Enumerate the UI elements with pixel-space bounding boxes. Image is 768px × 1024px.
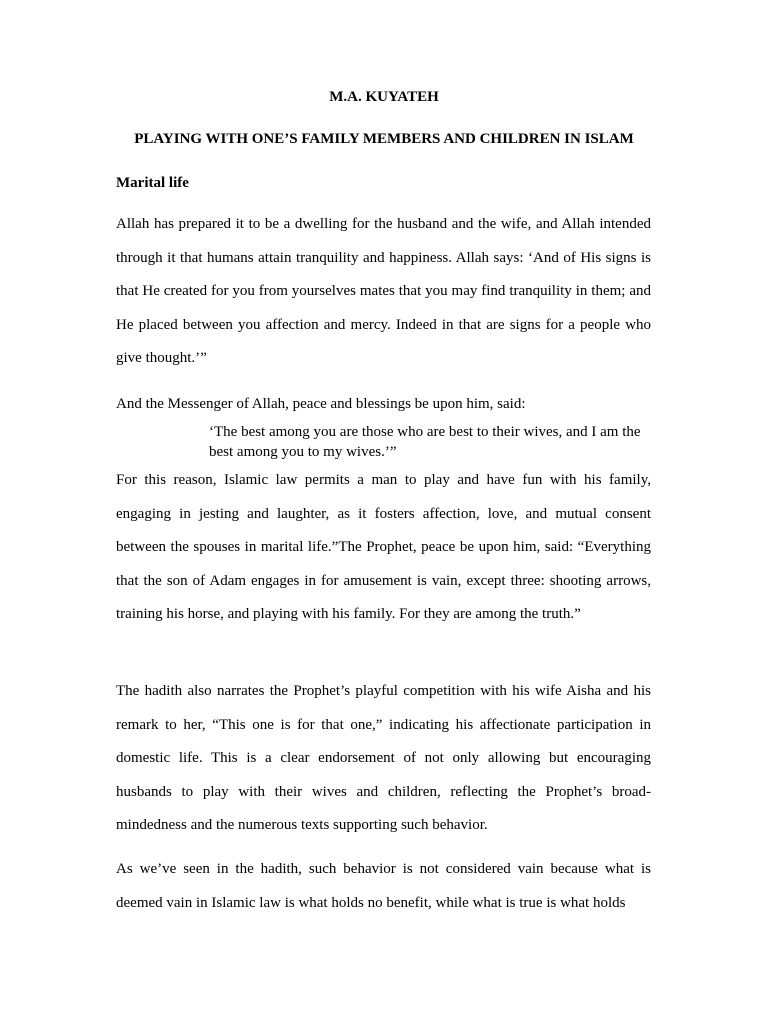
paragraph-vain-behavior: As we’ve seen in the hadith, such behavior is not considered vain because what is deemed vain in Islamic law is what holds no benefit, while what is true is what holds xyxy=(116,861,651,911)
paragraph-islamic-law: For this reason, Islamic law permits a man to play and have fun with his family, engaging in jesting and laughter, as it fosters affection, love, and mutual consent between the spouses in marital life.”The Prophet, peace be upon him, said: “Everything that the son of Adam engages in for amusement is vain, except three: shooting arrows, training his horse, and playing with his family. For they are among the truth.” xyxy=(116,472,651,622)
author-name: M.A. KUYATEH xyxy=(329,89,439,105)
section-heading: Marital life xyxy=(116,175,189,191)
block-quote: ‘The best among you are those who are best to their wives, and I am the best among you to my wives.’” xyxy=(209,424,641,460)
paragraph-dwelling: Allah has prepared it to be a dwelling for the husband and the wife, and Allah intended through it that humans attain tranquility and happiness. Allah says: ‘And of His signs is that He created for you from yourselves mates that you may find tranquility in them; and He placed between you affection and mercy. Indeed in that are signs for a people who give thought.’” xyxy=(116,216,651,366)
paragraph-messenger-intro: And the Messenger of Allah, peace and blessings be upon him, said: xyxy=(116,396,526,412)
document-title: PLAYING WITH ONE’S FAMILY MEMBERS AND CHILDREN IN ISLAM xyxy=(134,131,634,147)
paragraph-hadith-aisha: The hadith also narrates the Prophet’s playful competition with his wife Aisha and his remark to her, “This one is for that one,” indicating his affectionate participation in domestic life. This is a clear endorsement of not only allowing but encouraging husbands to play with their wives and children, reflecting the Prophet’s broad-mindedness and the numerous texts supporting such behavior. xyxy=(116,683,651,833)
